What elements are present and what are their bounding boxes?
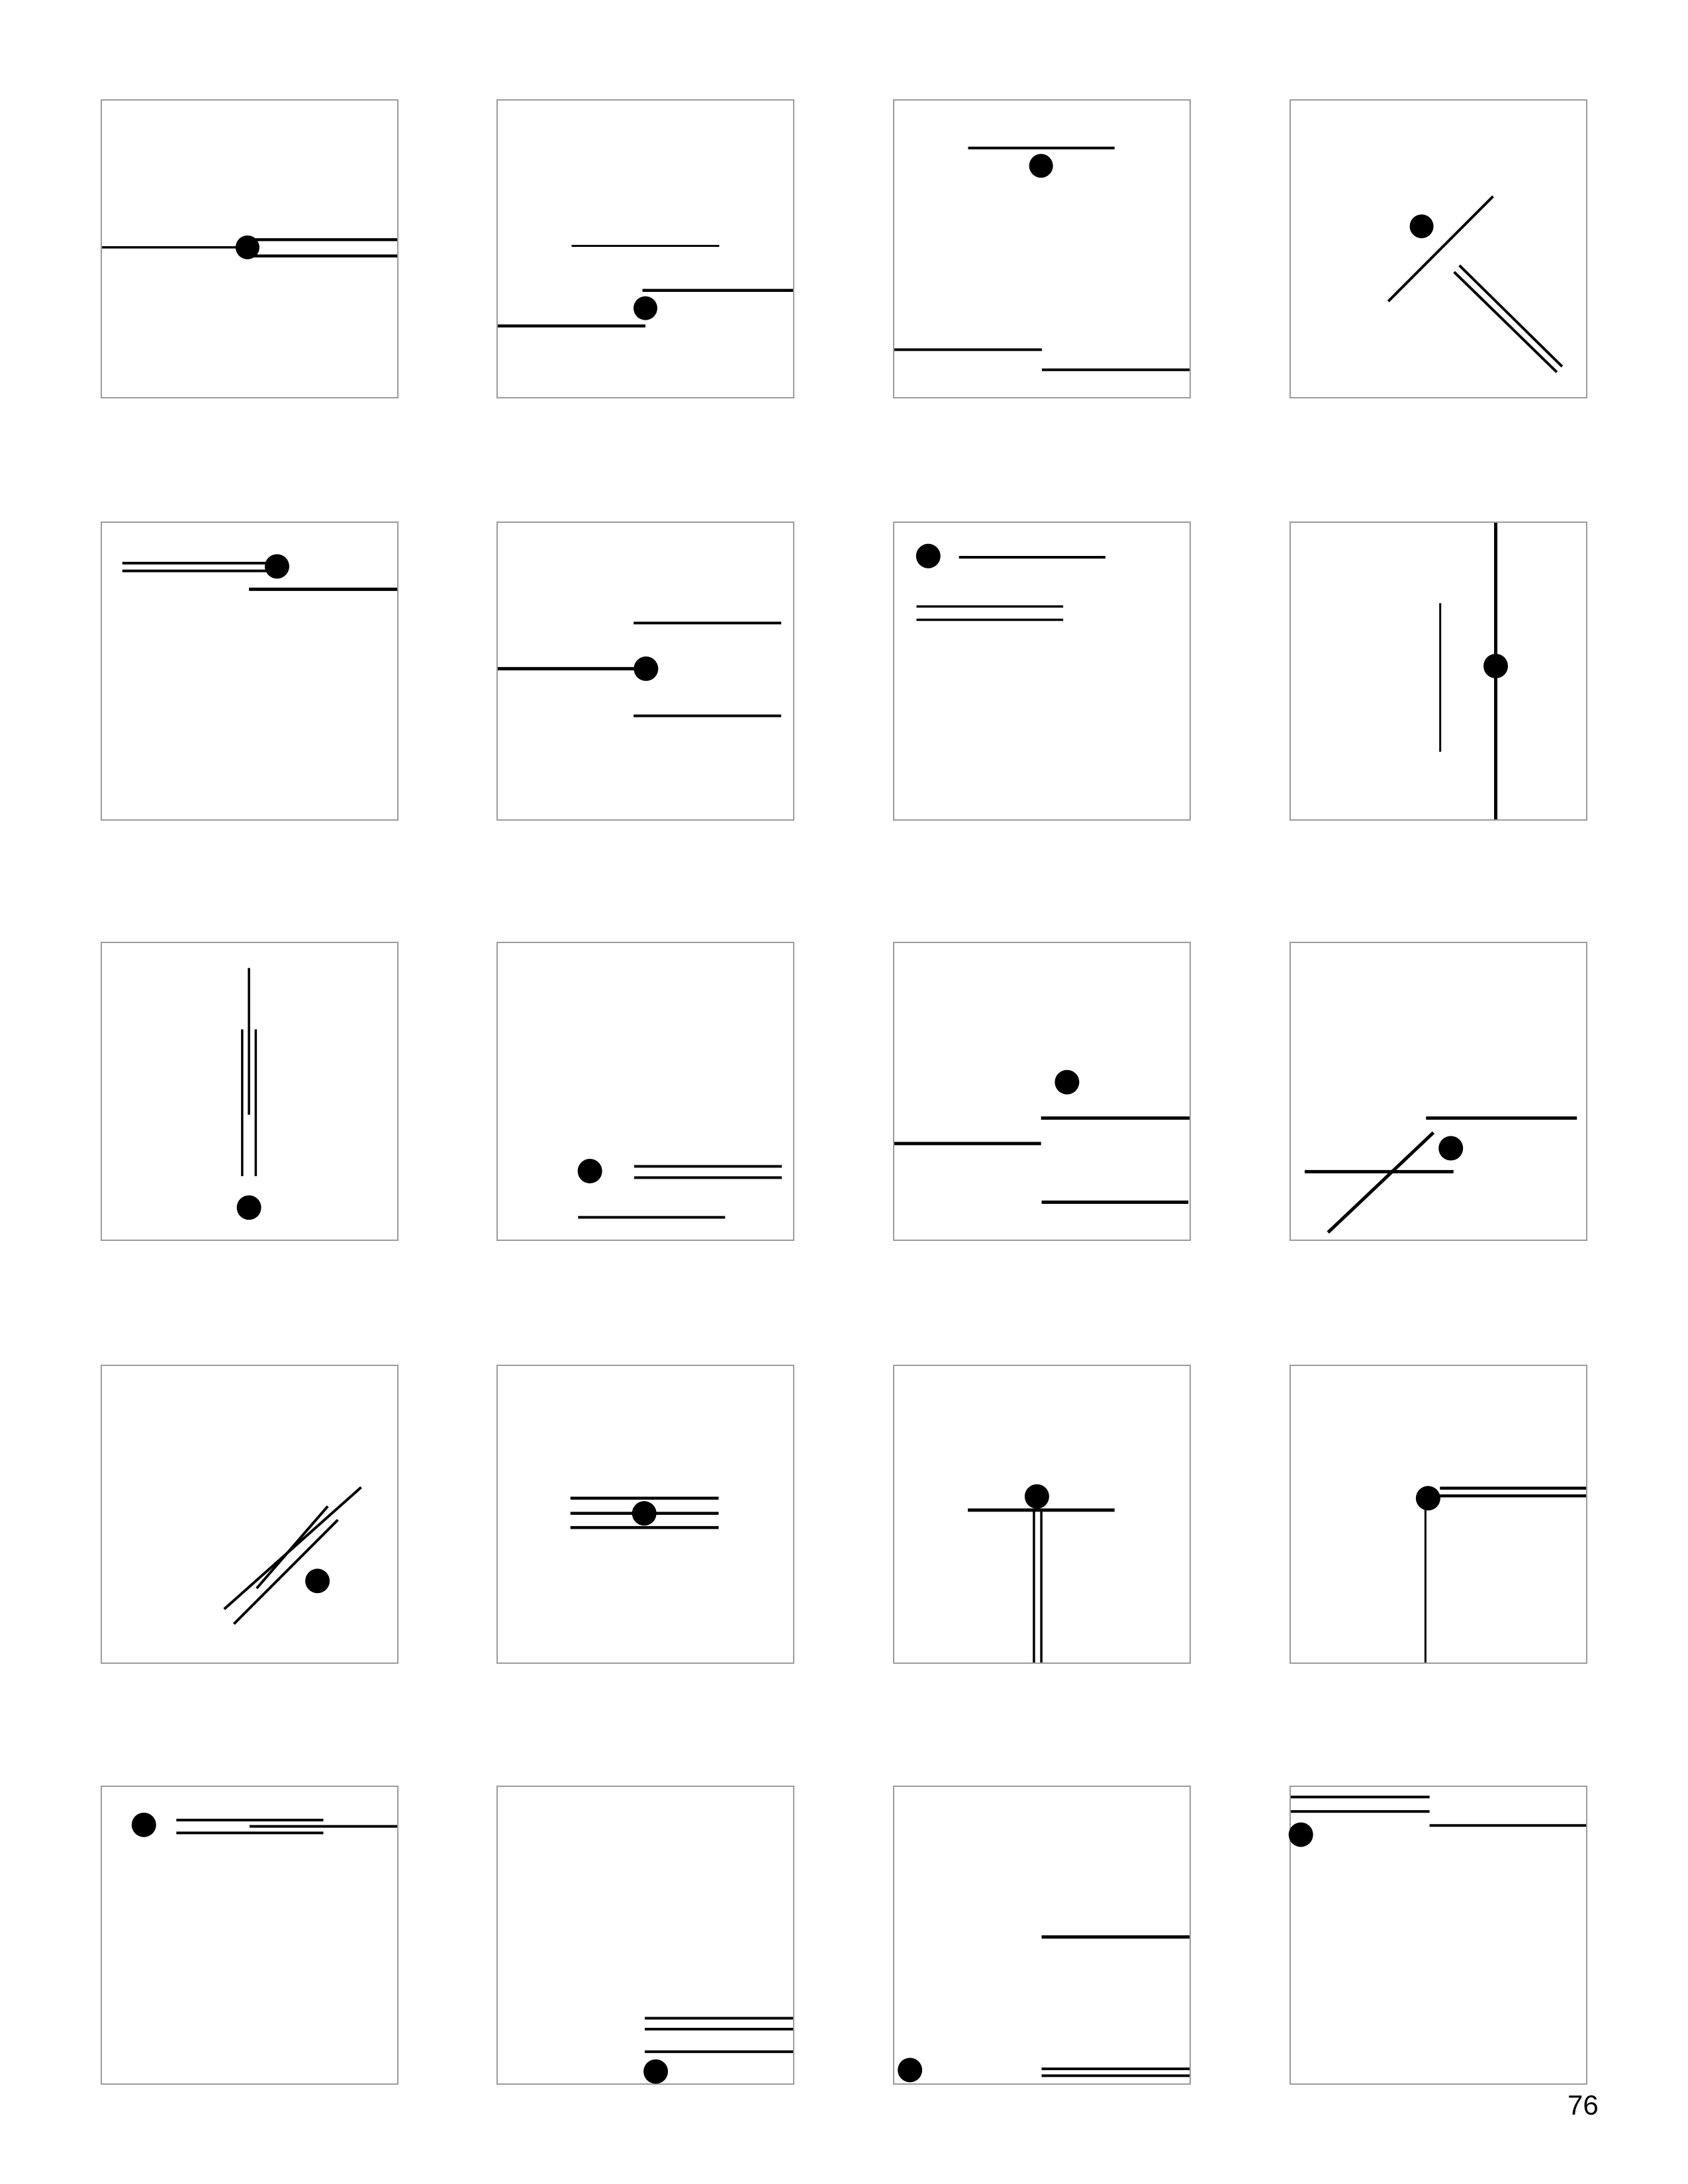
stimulus-dot [305, 1569, 330, 1593]
stimulus-drawing [894, 101, 1190, 397]
stimulus-dot [265, 554, 289, 578]
stimulus-drawing [498, 101, 793, 397]
stimulus-dot [633, 657, 658, 681]
stimulus-line [1328, 1132, 1433, 1232]
stimulus-drawing [102, 943, 397, 1240]
stimulus-drawing [894, 1366, 1190, 1662]
stimulus-drawing [1291, 943, 1586, 1240]
stimulus-drawing [102, 1787, 397, 2083]
stimulus-drawing [894, 943, 1190, 1240]
stimulus-dot [916, 544, 941, 569]
stimulus-dot [643, 2060, 668, 2084]
stimulus-dot [633, 296, 657, 320]
stimulus-drawing [1291, 101, 1586, 397]
stimulus-drawing [1291, 1366, 1586, 1662]
stimulus-drawing [498, 1366, 793, 1662]
stimulus-dot [1410, 214, 1434, 238]
stimulus-cell-r4c1 [101, 1365, 399, 1664]
stimulus-drawing [102, 101, 397, 397]
stimulus-cell-r5c1 [101, 1786, 399, 2085]
stimulus-dot [1416, 1486, 1440, 1510]
stimulus-cell-r2c1 [101, 522, 399, 821]
stimulus-cell-r4c4 [1289, 1365, 1587, 1664]
stimulus-drawing [102, 1366, 397, 1662]
stimulus-dot [1289, 1823, 1313, 1847]
stimulus-line [1454, 272, 1557, 372]
stimulus-cell-r1c2 [496, 99, 794, 398]
stimulus-drawing [498, 1787, 793, 2083]
stimulus-dot [1025, 1484, 1049, 1509]
stimulus-dot [237, 1195, 261, 1220]
stimulus-dot [1438, 1136, 1463, 1161]
stimulus-dot [132, 1813, 156, 1837]
stimulus-cell-r2c2 [496, 522, 794, 821]
stimulus-dot [1483, 654, 1508, 678]
stimulus-drawing [1291, 523, 1586, 819]
stimulus-drawing [498, 943, 793, 1240]
stimulus-dot [898, 2058, 922, 2082]
stimulus-cell-r3c4 [1289, 942, 1587, 1241]
stimulus-cell-r2c3 [893, 522, 1191, 821]
stimulus-cell-r1c4 [1289, 99, 1587, 398]
stimulus-dot [578, 1159, 602, 1183]
stimulus-dot [236, 236, 259, 259]
stimulus-dot [1055, 1070, 1079, 1095]
stimulus-drawing [498, 523, 793, 819]
stimulus-cell-r5c4 [1289, 1786, 1587, 2085]
stimulus-cell-r1c1 [101, 99, 399, 398]
stimulus-cell-r3c1 [101, 942, 399, 1241]
stimulus-cell-r4c2 [496, 1365, 794, 1664]
stimulus-cell-r1c3 [893, 99, 1191, 398]
stimulus-cell-r2c4 [1289, 522, 1587, 821]
stimulus-drawing [894, 1787, 1190, 2083]
stimulus-drawing [894, 523, 1190, 819]
stimulus-dot [632, 1501, 657, 1525]
stimulus-cell-r3c2 [496, 942, 794, 1241]
stimulus-drawing [102, 523, 397, 819]
stimulus-dot [1029, 154, 1053, 178]
stimulus-line [1388, 197, 1493, 302]
stimulus-cell-r3c3 [893, 942, 1191, 1241]
stimulus-cell-r4c3 [893, 1365, 1191, 1664]
page-number: 76 [1568, 2089, 1599, 2120]
stimulus-cell-r5c2 [496, 1786, 794, 2085]
stimulus-cell-r5c3 [893, 1786, 1191, 2085]
stimulus-line [1460, 265, 1562, 367]
stimulus-drawing [1291, 1787, 1586, 2083]
